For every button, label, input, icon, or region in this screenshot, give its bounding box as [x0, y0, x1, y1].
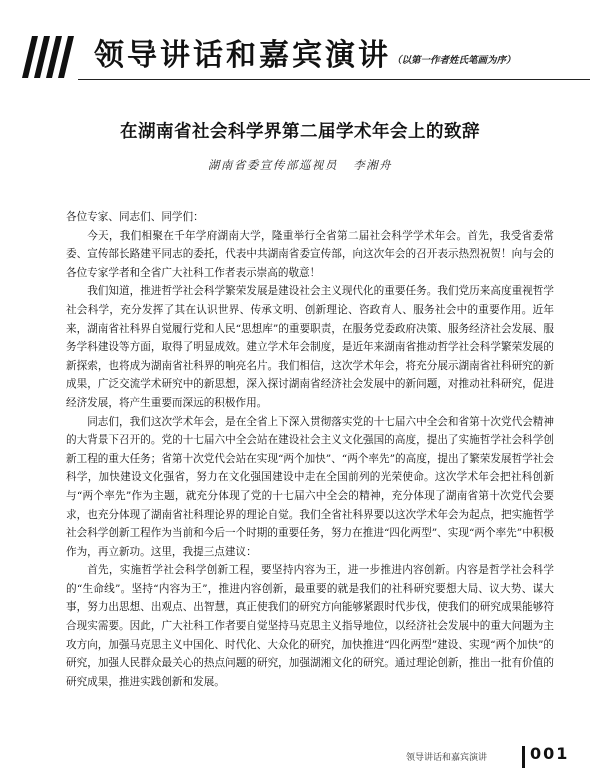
paragraph-2: 我们知道，推进哲学社会科学繁荣发展是建设社会主义现代化的重要任务。我们党历来高度重视哲学社会科学，充分发挥了其在认识世界、传承文明、创新理论、咨政育人、服务社会中的重要作用。近年来，湖南省社科界自觉履行党和人民“思想库”的重要职责，在服务党委政府决策、服务经济社会发展、服务学科建设等方面，取得了明显成效。建立学术年会制度，是近年来湖南省推动哲学社会科学繁荣发展的新探索，也将成为湖南省社科界的响亮名片。我们相信，这次学术年会，将充分展示湖南省社科研究的新成果，广泛交流学术研究中的新思想，深入探讨湖南省经济社会发展中的新问题，对推动社科研究，促进经济发展，将产生重要而深远的积极作用。 — [66, 285, 554, 409]
article-body — [66, 208, 554, 691]
column-note: （以第一作者姓氏笔画为序） — [392, 55, 516, 66]
page-number: 001 — [530, 744, 570, 763]
column-title: 领导讲话和嘉宾演讲 — [94, 38, 391, 73]
footer-section-label: 领导讲话和嘉宾演讲 — [406, 753, 488, 763]
diagonal-stripes-icon — [18, 36, 74, 78]
author-position: 湖南省委宣传部巡视员 — [207, 158, 338, 172]
salutation: 各位专家、同志们、同学们： — [66, 211, 204, 223]
article-title: 在湖南省社会科学界第二届学术年会上的致辞 — [120, 122, 480, 142]
paragraph-3: 同志们，我们这次学术年会，是在全省上下深入贯彻落实党的十七届六中全会和省第十次党代会精神的大背景下召开的。党的十七届六中全会站在建设社会主义文化强国的高度，提出了实施哲学社会科学创新工程的重大任务；省第十次党代会站在实现“两个加快”、“两个率先”的高度，提出了繁荣发展哲学社会科学，加快建设文化强省，努力在文化强国建设中走在全国前列的光荣使命。这次学术年会把社科创新与“两个率先”作为主题，就充分体现了党的十七届六中全会的精神，充分体现了湖南省第十次党代会要求，也充分体现了湖南省社科理论界的理论自觉。我们全省社科界要以这次学术年会为起点，把实施哲学社会科学创新工程作为当前和今后一个时期的重要任务，努力在推进“四化两型”、实现“两个率先”中积极作为，再立新功。这里，我提三点建议： — [66, 415, 554, 558]
paragraph-1: 今天，我们相聚在千年学府湖南大学，隆重举行全省第二届社会科学学术年会。首先，我受省委常委、宣传部长路建平同志的委托，代表中共湖南省委宣传部，向这次年会的召开表示热烈祝贺！向与会的各位专家学者和全省广大社科工作者表示崇高的敬意！ — [66, 229, 554, 279]
banner-rule — [78, 79, 590, 80]
paragraph-4: 首先，实施哲学社会科学创新工程，要坚持内容为王，进一步推进内容创新。内容是哲学社会科学的“生命线”。坚持“内容为王”，推进内容创新，最重要的就是我们的社科研究要想大局、议大势、谋大事，努力出思想、出观点、出智慧，真正使我们的研究方向能够紧跟时代步伐，使我们的研究成果能够符合现实需要。因此，广大社科工作者要自觉坚持马克思主义指导地位，以经济社会发展中的重大问题为主攻方向，加强马克思主义中国化、时代化、大众化的研究，加快推进“四化两型”建设、实现“两个加快”的研究，加强人民群众最关心的热点问题的研究，加强湖湘文化的研究。通过理论创新，推出一批有价值的研究成果，推进实践创新和发展。 — [66, 564, 554, 688]
author-name: 李湘舟 — [353, 158, 393, 172]
author-line — [0, 157, 600, 173]
column-banner — [0, 28, 600, 86]
